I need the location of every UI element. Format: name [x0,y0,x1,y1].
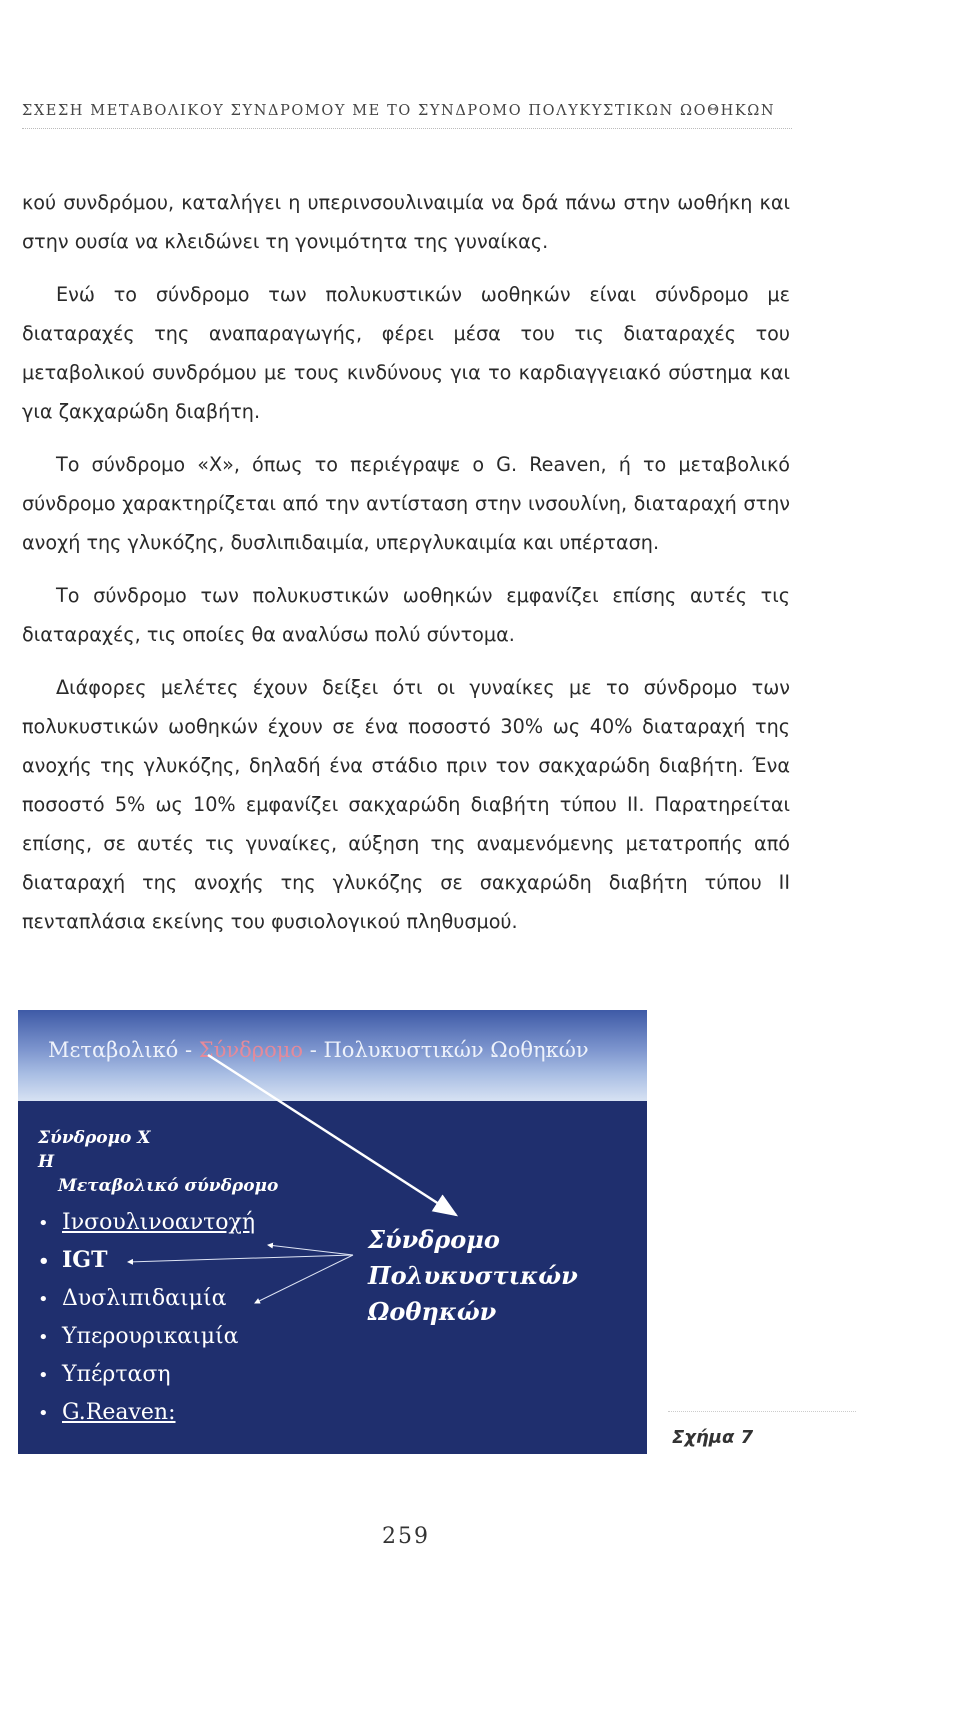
figure-caption: Σχήμα 7 [672,1427,754,1448]
pcos-line-2: Πολυκυστικών [368,1261,578,1290]
caption-divider [668,1411,856,1412]
list-item: • IGT [38,1242,278,1280]
slide-title-part-3: - Πολυκυστικών Ωοθηκών [303,1038,589,1062]
bullet-icon: • [38,1403,49,1424]
slide-title-part-1: Μεταβολικό - [48,1038,199,1062]
paragraph-5: Διάφορες μελέτες έχουν δείξει ότι οι γυναίκες με το σύνδρομο των πολυκυστικών ωοθηκών έχουν σε ένα ποσοστό 30% ως 40% διαταραχή της ανοχής της γλυκόζης, δηλαδή ένα στάδιο πριν τον σακχαρώδη διαβήτη. Ένα ποσοστό 5% ως 10% εμφανίζει σακχαρώδη διαβήτη τύπου ΙΙ. Παρατηρείται επίσης, σε αυτές τις γυναίκες, αύξηση της αναμενόμενης μετατροπής από διαταραχή της ανοχής της γλυκόζης σε σακχαρώδη διαβήτη τύπου ΙΙ πενταπλάσια εκείνης του φυσιολογικού πληθυσμού. [22,676,790,933]
running-header: ΣΧΕΣΗ ΜΕΤΑΒΟΛΙΚΟΥ ΣΥΝΔΡΟΜΟΥ ΜΕ ΤΟ ΣΥΝΔΡΟΜΟ ΠΟΛΥΚΥΣΤΙΚΩΝ ΩΟΘΗΚΩΝ [22,103,776,119]
list-item: • G.Reaven: [38,1394,278,1432]
slide-bullet-list [38,1204,278,1432]
paragraph-1: κού συνδρόμου, καταλήγει η υπερινσουλιναιμία να δρά πάνω στην ωοθήκη και στην ουσία να κλειδώνει τη γονιμότητα της γυναίκας. [22,191,790,253]
page-number: 259 [382,1524,430,1549]
bullet-icon: • [38,1251,50,1272]
header-divider [22,128,792,129]
list-item: • Ινσουλινοαντοχή [38,1204,278,1242]
slide-definition [38,1126,278,1198]
paragraph-2: Ενώ το σύνδρομο των πολυκυστικών ωοθηκών είναι σύνδρομο με διαταραχές της αναπαραγωγής, φέρει μέσα του τις διαταραχές του μεταβολικού συνδρόμου με τους κινδύνους για το καρδιαγγειακό σύστημα και για ζακχαρώδη διαβήτη. [22,283,790,423]
bullet-icon: • [38,1365,49,1386]
slide-left-column [38,1126,278,1432]
def-line-1: Σύνδρομο Χ [38,1128,151,1148]
list-item: • Δυσλιπιδαιμία [38,1280,278,1318]
bullet-icon: • [38,1289,49,1310]
paragraph-3: Το σύνδρομο «Χ», όπως το περιέγραψε ο G. Reaven, ή το μεταβολικό σύνδρομο χαρακτηρίζεται από την αντίσταση στην ινσουλίνη, διαταραχή στην ανοχή της γλυκόζης, δυσλιπιδαιμία, υπεργλυκαιμία και υπέρταση. [22,453,790,554]
body-text [22,183,790,955]
paragraph-4: Το σύνδρομο των πολυκυστικών ωοθηκών εμφανίζει επίσης αυτές τις διαταραχές, τις οποίες θα αναλύσω πολύ σύντομα. [22,584,790,646]
def-line-3: Μεταβολικό σύνδρομο [58,1176,279,1196]
pcos-line-1: Σύνδρομο [368,1225,500,1254]
list-item: • Υπέρταση [38,1356,278,1394]
pcos-line-3: Ωοθηκών [368,1297,497,1326]
bullet-icon: • [38,1213,49,1234]
arrow-to-insulin [268,1245,353,1255]
bullet-icon: • [38,1327,49,1348]
slide-title-highlight: Σύνδρομο [198,1038,304,1062]
list-item: • Υπερουρικαιμία [38,1318,278,1356]
figure-slide [18,1010,647,1454]
slide-pcos-label [368,1222,578,1330]
def-line-2: Η [38,1152,55,1172]
